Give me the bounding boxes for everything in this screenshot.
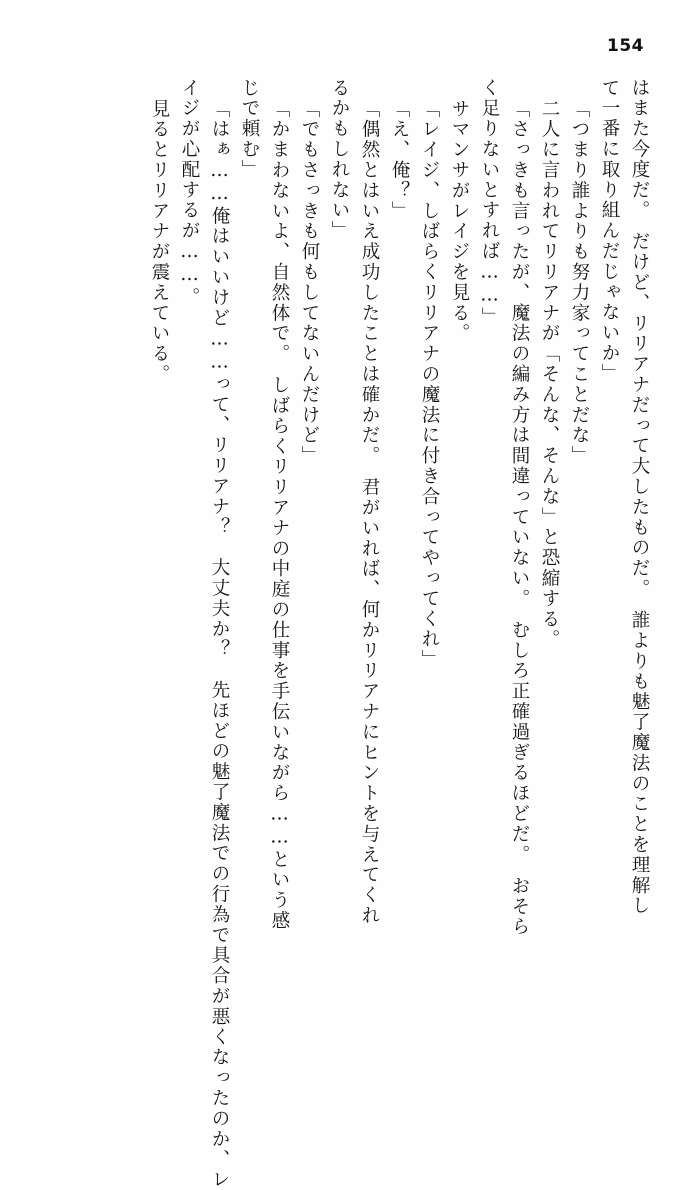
text-line: 見るとリリアナが震えている。	[149, 99, 170, 385]
text-line: 「え、俺？」	[389, 99, 410, 222]
text-line: 「さっきも言ったが、魔法の編み方は間違っていない。 むしろ正確過ぎるほどだ。 おそら	[509, 99, 530, 938]
vertical-text-body	[46, 78, 650, 1190]
text-line: て一番に取り組んだじゃないか」	[599, 78, 620, 384]
text-line: 「はぁ……俺はいいけど……って、リリアナ？ 大丈夫か？ 先ほどの魅了魔法での行為で具合が悪くなったのか、レ	[209, 99, 230, 1190]
text-line: 「でもさっきも何もしてないんだけど」	[299, 99, 320, 467]
text-line: じで頼む」	[239, 78, 260, 180]
text-line: サマンサがレイジを見る。	[449, 99, 470, 344]
text-line: く足りないとすれば……」	[479, 78, 500, 328]
text-line: 「かまわないよ、自然体で。 しばらくリリアナの中庭の仕事を手伝いながら……という感	[269, 99, 290, 932]
text-line: るかもしれない」	[329, 78, 350, 242]
text-line: 二人に言われてリリアナが「そんな、そんな」と恐縮する。	[539, 99, 560, 650]
text-line: イジが心配するが……。	[179, 78, 200, 308]
text-line: はまた今度だ。 だけど、リリアナだって大したものだ。 誰よりも魅了魔法のことを理解し	[629, 78, 650, 917]
text-line: 「レイジ、しばらくリリアナの魔法に付き合ってやってくれ」	[419, 99, 440, 671]
text-line: 「つまり誰よりも努力家ってことだな」	[569, 99, 590, 467]
page-number: 154	[607, 36, 644, 56]
text-line: 「偶然とはいえ成功したことは確かだ。 君がいれば、何かリリアナにヒントを与えてくれ	[359, 99, 380, 927]
